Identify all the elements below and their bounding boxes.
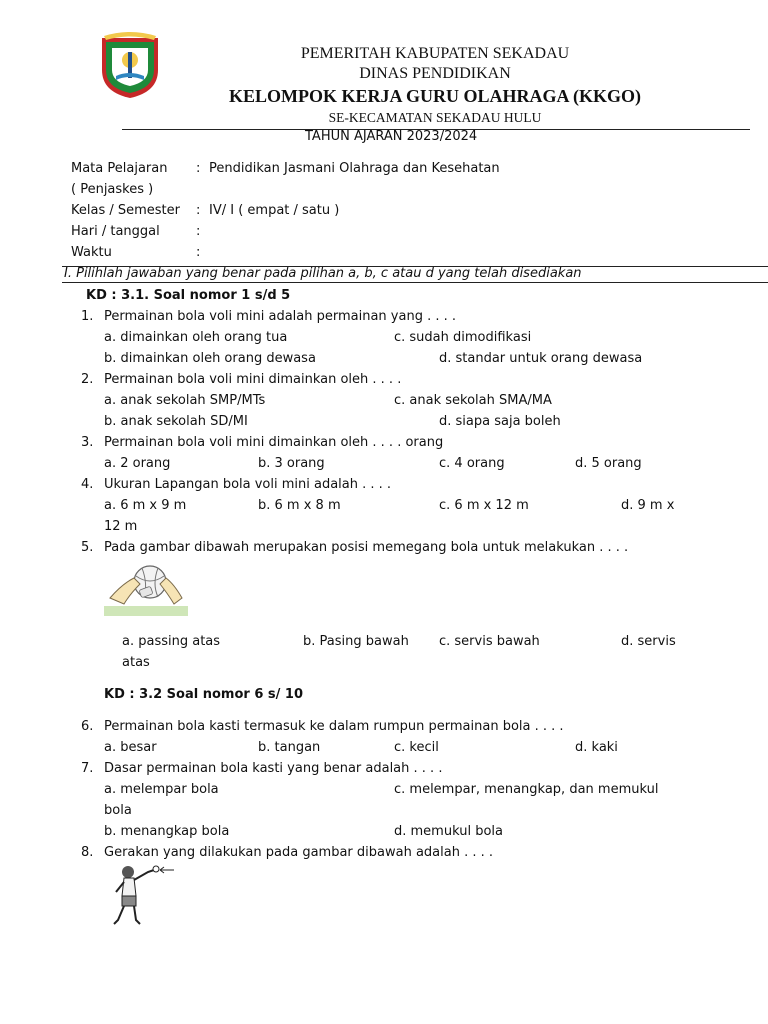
option-c-continuation: bola (104, 803, 132, 818)
option-a: a. passing atas (122, 634, 221, 649)
question-number: 8. (81, 845, 94, 860)
question-number: 7. (81, 761, 94, 776)
option-b: b. dimainkan oleh orang dewasa (104, 351, 316, 366)
question-text: Ukuran Lapangan bola voli mini adalah . . . . (104, 477, 392, 492)
question-text: Permainan bola voli mini dimainkan oleh . . . . (104, 372, 402, 387)
option-d: d. memukul bola (394, 824, 503, 839)
option-d: d. siapa saja boleh (439, 414, 561, 429)
subject-continuation: ( Penjaskes ) (71, 182, 154, 197)
option-a: a. melempar bola (104, 782, 219, 797)
option-d: d. standar untuk orang dewasa (439, 351, 643, 366)
option-c: c. kecil (394, 740, 439, 755)
time-colon: : (196, 245, 201, 260)
header-government: PEMERITAH KABUPATEN SEKADAU (300, 45, 570, 62)
option-a: a. 6 m x 9 m (104, 498, 187, 513)
question-number: 1. (81, 309, 94, 324)
kd-heading-2: KD : 3.2 Soal nomor 6 s/ 10 (104, 687, 303, 702)
class-colon: : (196, 203, 201, 218)
class-label: Kelas / Semester (71, 203, 180, 218)
regency-logo (98, 30, 162, 100)
option-b: b. 3 orang (258, 456, 325, 471)
question-number: 4. (81, 477, 94, 492)
option-b: b. menangkap bola (104, 824, 230, 839)
question-text: Dasar permainan bola kasti yang benar adalah . . . . (104, 761, 443, 776)
volleyball-hands-illustration (104, 562, 188, 618)
header-organization: KELOMPOK KERJA GURU OLAHRAGA (KKGO) (228, 86, 641, 106)
option-c: c. sudah dimodifikasi (394, 330, 532, 345)
option-a: a. besar (104, 740, 157, 755)
option-d: d. 9 m x (621, 498, 675, 513)
option-a: a. dimainkan oleh orang tua (104, 330, 288, 345)
kd-heading-1: KD : 3.1. Soal nomor 1 s/d 5 (86, 288, 291, 303)
option-d: d. servis (621, 634, 676, 649)
subject-colon: : (196, 161, 201, 176)
header-department: DINAS PENDIDIKAN (359, 65, 511, 82)
question-text: Pada gambar dibawah merupakan posisi memegang bola untuk melakukan . . . . (104, 540, 629, 555)
option-c: c. melempar, menangkap, dan memukul (394, 782, 659, 797)
date-label: Hari / tanggal (71, 224, 160, 239)
question-text: Permainan bola kasti termasuk ke dalam rumpun permainan bola . . . . (104, 719, 564, 734)
option-d-continuation: atas (122, 655, 150, 670)
question-text: Permainan bola voli mini dimainkan oleh . . . . orang (104, 435, 444, 450)
throwing-player-illustration (104, 862, 180, 930)
option-d: d. kaki (575, 740, 618, 755)
question-number: 3. (81, 435, 94, 450)
date-colon: : (196, 224, 201, 239)
question-text: Gerakan yang dilakukan pada gambar dibawah adalah . . . . (104, 845, 494, 860)
class-value: IV/ I ( empat / satu ) (209, 203, 340, 218)
option-d-continuation: 12 m (104, 519, 138, 534)
question-number: 2. (81, 372, 94, 387)
question-number: 6. (81, 719, 94, 734)
option-c: c. 6 m x 12 m (439, 498, 529, 513)
question-text: Permainan bola voli mini adalah permainan yang . . . . (104, 309, 457, 324)
instruction-text: I. Pilihlah jawaban yang benar pada pilihan a, b, c atau d yang telah disediakan (64, 266, 582, 281)
instruction-bottom-line (62, 282, 768, 283)
option-c: c. 4 orang (439, 456, 505, 471)
option-a: a. 2 orang (104, 456, 171, 471)
header-school-year: TAHUN AJARAN 2023/2024 (305, 129, 478, 144)
option-b: b. tangan (258, 740, 321, 755)
option-b: b. 6 m x 8 m (258, 498, 341, 513)
option-a: a. anak sekolah SMP/MTs (104, 393, 266, 408)
option-b: b. anak sekolah SD/MI (104, 414, 248, 429)
option-b: b. Pasing bawah (303, 634, 409, 649)
header-district: SE-KECAMATAN SEKADAU HULU (328, 110, 542, 125)
option-c: c. anak sekolah SMA/MA (394, 393, 552, 408)
subject-value: Pendidikan Jasmani Olahraga dan Kesehatan (209, 161, 500, 176)
subject-label: Mata Pelajaran (71, 161, 168, 176)
option-c: c. servis bawah (439, 634, 540, 649)
question-number: 5. (81, 540, 94, 555)
time-label: Waktu (71, 245, 112, 260)
option-d: d. 5 orang (575, 456, 642, 471)
